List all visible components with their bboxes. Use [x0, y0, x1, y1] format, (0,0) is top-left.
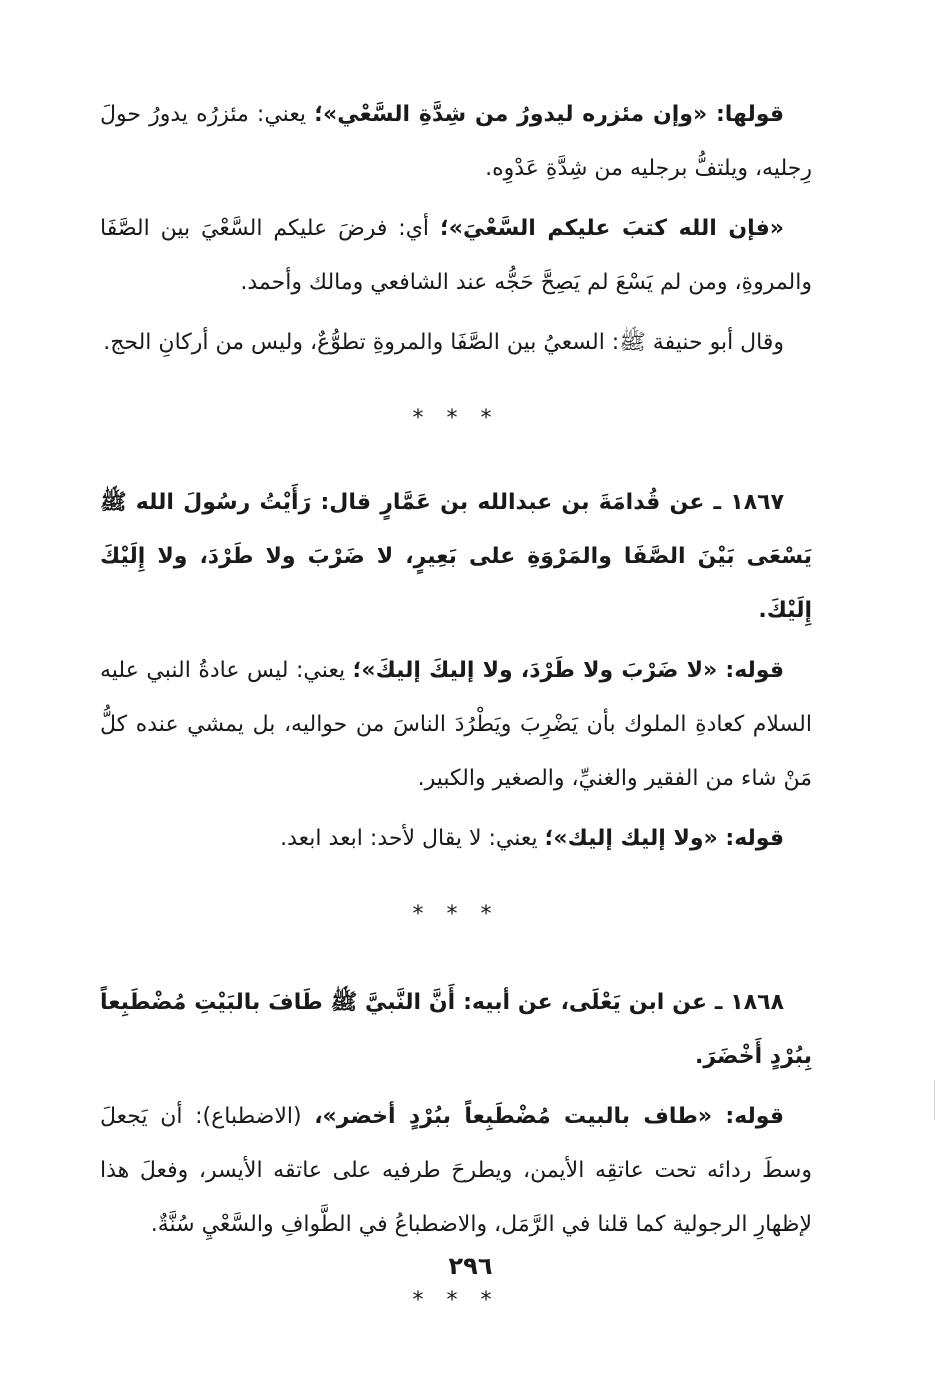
- paragraph-text: يعني: ليس عادةُ النبي عليه السلام كعادةِ الملوك بأن يَضْرِبَ ويَطْرُدَ الناسَ من حواليه، بل يمشي عنده كلُّ مَنْ شاء من الفقير والغنيِّ، والصغير والكبير.: [100, 658, 812, 791]
- quote-lead: قولها: «وإن مئزره ليدورُ من شِدَّةِ السَّعْي»؛: [314, 102, 784, 127]
- commentary-1868: [100, 1090, 812, 1252]
- paragraph-text: يعني: مئزرُه يدورُ حولَ رِجليه، ويلتفُّ برجليه من شِدَّةِ عَدْوِه.: [100, 102, 812, 181]
- page-number: ٢٩٦: [448, 1252, 493, 1280]
- commentary-1867-a: [100, 644, 812, 806]
- paragraph-sai-obligation: [100, 202, 812, 310]
- paragraph-text: وقال أبو حنيفة ﷺ: السعيُ بين الصَّفَا والمروةِ تطوُّعٌ، وليس من أركانِ الحج.: [103, 330, 784, 355]
- margin-line: [934, 1080, 935, 1120]
- section-separator: * * *: [412, 902, 500, 927]
- paragraph-text: يعني: لا يقال لأحد: ابعد ابعد.: [280, 826, 545, 851]
- paragraph-text: أي: فرضَ عليكم السَّعْيَ بين الصَّفَا والمروةِ، ومن لم يَسْعَ لم يَصِحَّ حَجُّه عند الشافعي ومالك وأحمد.: [100, 216, 812, 295]
- paragraph-abu-hanifa: [100, 316, 812, 370]
- section-separator: * * *: [412, 406, 500, 431]
- quote-lead: قوله: «ولا إليك إليك»؛: [544, 826, 784, 851]
- commentary-1867-b: [100, 812, 812, 866]
- quote-lead: قوله: «لا ضَرْبَ ولا طَرْدَ، ولا إليكَ إليكَ»؛: [352, 658, 784, 683]
- hadith-1868: ١٨٦٨ ـ عن ابن يَعْلَى، عن أبيه: أَنَّ النَّبيَّ ﷺ طَافَ بالبَيْتِ مُضْطَبِعاً بِبُرْدٍ أَخْضَرَ.: [100, 990, 812, 1069]
- hadith-1867: ١٨٦٧ ـ عن قُدامَةَ بن عبدالله بن عَمَّارٍ قال: رَأَيْتُ رسُولَ الله ﷺ يَسْعَى بَيْنَ الصَّفَا والمَرْوَةِ على بَعِيرٍ، لا ضَرْبَ ولا طَرْدَ، ولا إِلَيْكَ إِلَيْكَ.: [100, 490, 812, 623]
- paragraph-mizar: [100, 88, 812, 196]
- section-separator: * * *: [412, 1288, 500, 1313]
- paragraph-text: (الاضطباع): أن يَجعلَ وسطَ ردائه تحت عاتقِه الأيمن، ويطرحَ طرفيه على عاتقه الأيسر، وفعلَ هذا لإظهارِ الرجولية كما قلنا في الرَّمَل، والاضطباعُ في الطَّوافِ والسَّعْيِ سُنَّةٌ.: [100, 1104, 812, 1237]
- quote-lead: قوله: «طاف بالبيت مُضْطَبِعاً ببُرْدٍ أخضر»،: [314, 1104, 784, 1129]
- page-body: [100, 88, 812, 1328]
- quote-lead: «فإن الله كتبَ عليكم السَّعْيَ»؛: [439, 216, 785, 241]
